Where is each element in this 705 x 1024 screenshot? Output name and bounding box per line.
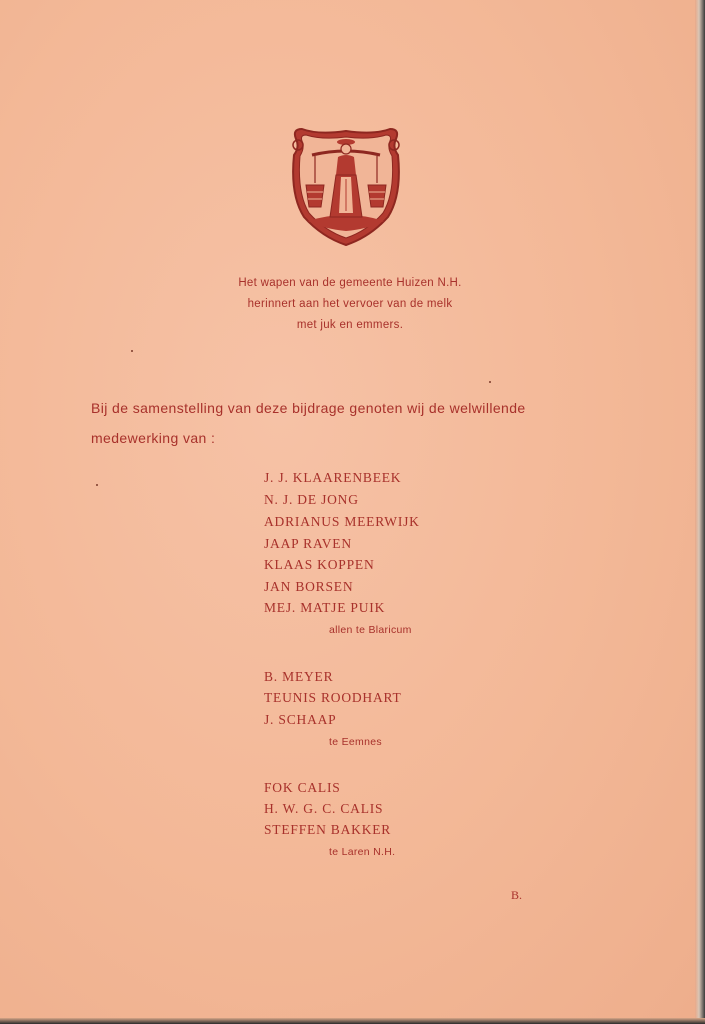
caption-line: herinnert aan het vervoer van de melk <box>247 298 453 310</box>
signature-initial: B. <box>511 888 523 902</box>
contributor-name: STEFFEN BAKKER <box>264 822 392 837</box>
place-label: te Eemnes <box>329 736 382 748</box>
contributor-name: JAN BORSEN <box>264 579 354 594</box>
acknowledgement-intro <box>91 393 631 453</box>
contributor-name: J. SCHAAP <box>264 712 337 727</box>
page-edge <box>695 0 705 1024</box>
contributor-name: N. J. DE JONG <box>264 492 359 507</box>
contributor-name: ADRIANUS MEERWIJK <box>264 514 420 529</box>
caption-line: Het wapen van de gemeente Huizen N.H. <box>238 277 462 289</box>
contributor-name: FOK CALIS <box>264 780 341 795</box>
coat-of-arms-milkmaid-icon <box>288 125 404 247</box>
contributor-name: J. J. KLAARENBEEK <box>264 470 402 485</box>
contributor-name: JAAP RAVEN <box>264 536 352 551</box>
contributor-name: MEJ. MATJE PUIK <box>264 600 386 615</box>
contributor-name: B. MEYER <box>264 669 334 684</box>
contributor-name: KLAAS KOPPEN <box>264 557 375 572</box>
contributor-name: H. W. G. C. CALIS <box>264 801 384 816</box>
paper-speck <box>131 350 133 352</box>
paper-speck <box>96 484 98 486</box>
paper-speck <box>489 381 491 383</box>
intro-line: Bij de samenstelling van deze bijdrage genoten wij de welwillende <box>91 400 526 416</box>
page-bottom-edge <box>0 1018 705 1024</box>
crest-caption <box>180 273 520 336</box>
place-label: allen te Blaricum <box>329 624 412 636</box>
contributor-name: TEUNIS ROODHART <box>264 690 402 705</box>
caption-line: met juk en emmers. <box>296 319 404 331</box>
place-label: te Laren N.H. <box>329 846 396 858</box>
intro-line: medewerking van : <box>91 430 216 446</box>
